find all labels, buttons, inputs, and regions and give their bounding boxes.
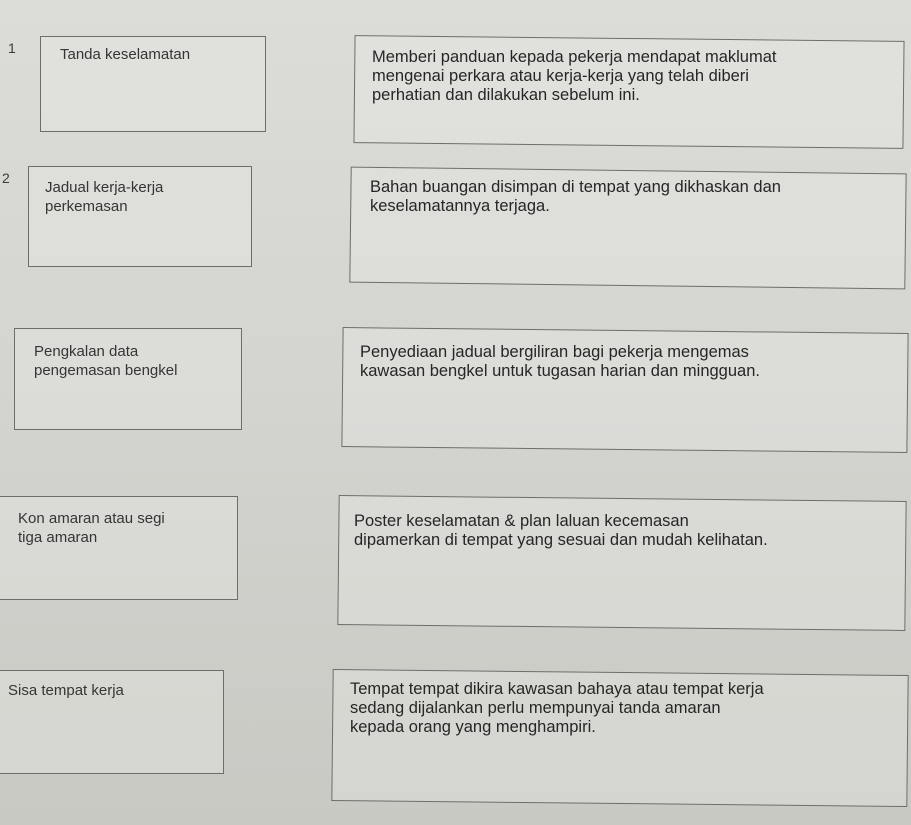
term-label: Jadual kerja-kerja perkemasan [45, 179, 164, 215]
description-text: Bahan buangan disimpan di tempat yang dikhaskan dan keselamatannya terjaga. [370, 178, 781, 215]
description-text: Penyediaan jadual bergiliran bagi pekerja mengemas kawasan bengkel untuk tugasan harian dan mingguan. [360, 343, 760, 380]
description-text: Memberi panduan kepada pekerja mendapat maklumat mengenai perkara atau kerja-kerja yang telah diberi perhatian dan dilakukan sebelum ini. [372, 48, 777, 104]
term-label: Sisa tempat kerja [8, 682, 124, 699]
item-number: 1 [8, 40, 16, 56]
item-number: 2 [2, 170, 10, 186]
description-text: Tempat tempat dikira kawasan bahaya atau tempat kerja sedang dijalankan perlu mempunyai tanda amaran kepada orang yang menghampiri. [350, 680, 764, 736]
term-label: Pengkalan data pengemasan bengkel [34, 343, 178, 379]
term-label: Tanda keselamatan [60, 46, 191, 63]
term-label: Kon amaran atau segi tiga amaran [18, 510, 165, 546]
description-text: Poster keselamatan & plan laluan kecemasan dipamerkan di tempat yang sesuai dan mudah kelihatan. [354, 512, 768, 549]
